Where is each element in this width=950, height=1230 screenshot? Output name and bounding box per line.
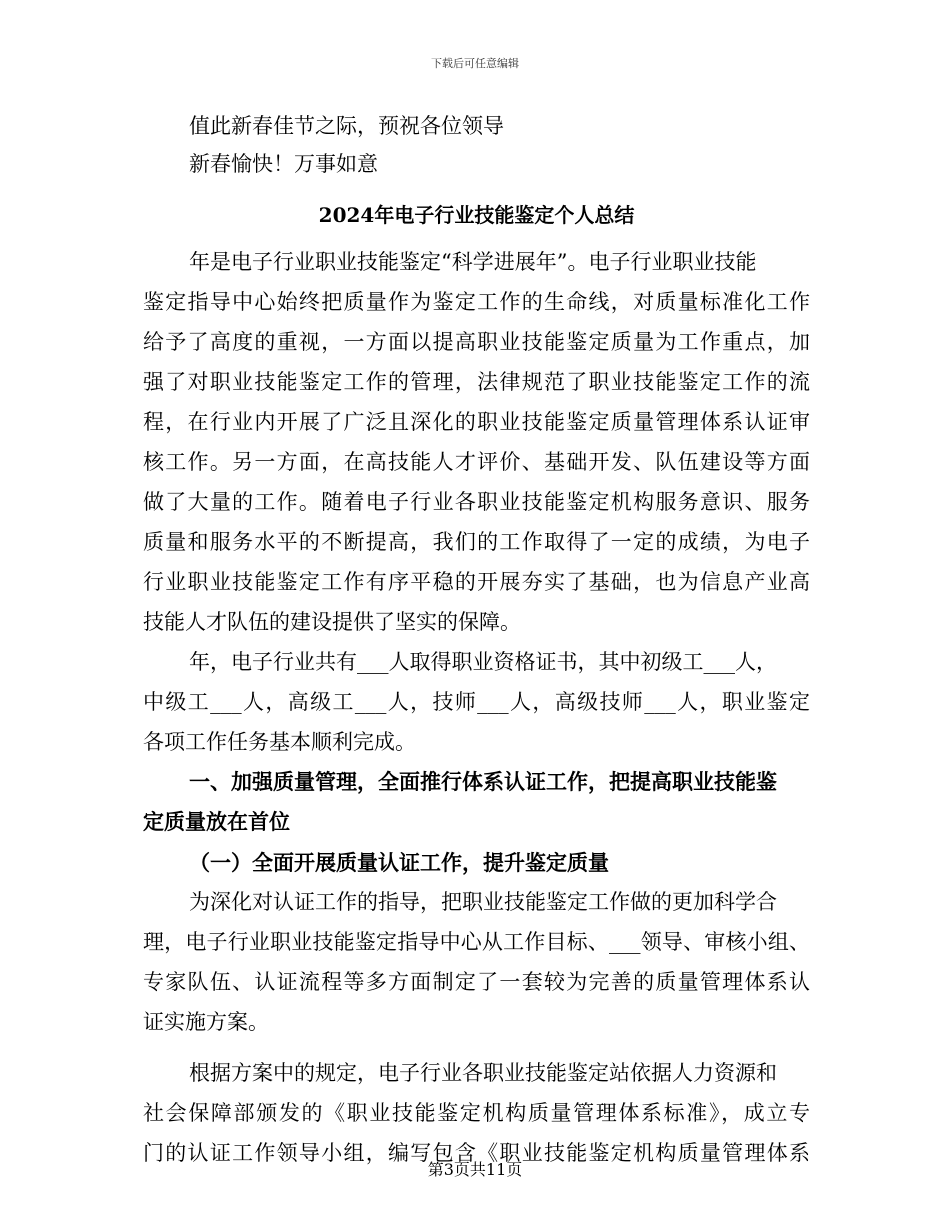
paragraph-line: 给予了高度的重视，一方面以提高职业技能鉴定质量为工作重点，加 (143, 330, 810, 354)
heading-line: 一、加强质量管理，全面推行体系认证工作，把提高职业技能鉴 (189, 769, 777, 794)
paragraph-line: 理，电子行业职业技能鉴定指导中心从工作目标、___领导、审核小组、 (143, 930, 810, 954)
paragraph-line: 根据方案中的规定，电子行业各职业技能鉴定站依据人力资源和 (189, 1061, 777, 1085)
paragraph-line: 行业职业技能鉴定工作有序平稳的开展夯实了基础，也为信息产业高 (143, 570, 810, 594)
page-number: 第3页共11页 (427, 1160, 523, 1179)
subsection-1-heading: （一）全面开展质量认证工作，提升鉴定质量 (189, 850, 609, 875)
paragraph-line: 专家队伍、认证流程等多方面制定了一套较为完善的质量管理体系认 (143, 970, 810, 994)
paragraph-line: 为深化对认证工作的指导，把职业技能鉴定工作做的更加科学合 (189, 890, 777, 914)
paragraph-line: 技能人才队伍的建设提供了坚实的保障。 (143, 610, 521, 634)
greeting-line-2: 新春愉快！万事如意 (189, 152, 378, 176)
greeting-line-1: 值此新春佳节之际，预祝各位领导 (189, 114, 504, 138)
document-title: 2024年电子行业技能鉴定个人总结 (318, 203, 635, 227)
paragraph-line: 程，在行业内开展了广泛且深化的职业技能鉴定质量管理体系认证审 (143, 410, 810, 434)
paragraph-line: 门的认证工作领导小组，编写包含《职业技能鉴定机构质量管理体系 (143, 1141, 810, 1165)
paragraph-line: 社会保障部颁发的《职业技能鉴定机构质量管理体系标准》，成立专 (143, 1101, 810, 1125)
paragraph-line: 鉴定指导中心始终把质量作为鉴定工作的生命线，对质量标准化工作 (143, 290, 810, 314)
paragraph-line: 中级工___人，高级工___人，技师___人，高级技师___人，职业鉴定 (143, 690, 810, 714)
paragraph-line: 核工作。另一方面，在高技能人才评价、基础开发、队伍建设等方面 (143, 450, 810, 474)
paragraph-line: 年，电子行业共有___人取得职业资格证书，其中初级工___人， (189, 650, 777, 674)
paragraph-line: 证实施方案。 (143, 1010, 269, 1034)
paragraph-line: 做了大量的工作。随着电子行业各职业技能鉴定机构服务意识、服务 (143, 490, 810, 514)
paragraph-line: 强了对职业技能鉴定工作的管理，法律规范了职业技能鉴定工作的流 (143, 370, 810, 394)
paragraph-line: 年是电子行业职业技能鉴定“科学进展年”。电子行业职业技能 (189, 250, 757, 274)
heading-line: 定质量放在首位 (143, 809, 290, 834)
paragraph-line: 质量和服务水平的不断提高，我们的工作取得了一定的成绩，为电子 (143, 530, 810, 554)
page-header-note: 下载后可任意编辑 (431, 57, 519, 70)
paragraph-line: 各项工作任务基本顺利完成。 (143, 730, 416, 754)
